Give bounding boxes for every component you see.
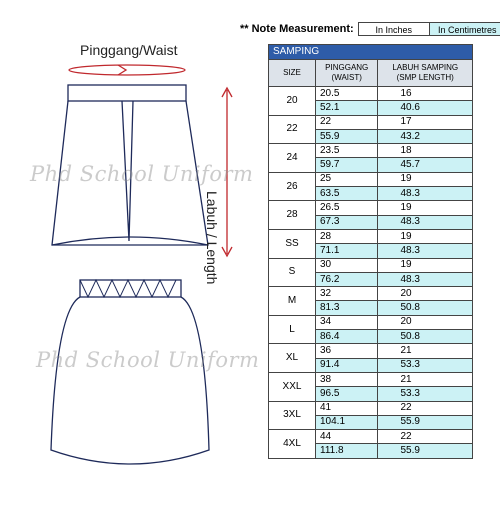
size-cell: 20 <box>269 87 316 116</box>
length-cm-cell: 53.3 <box>378 358 473 372</box>
waist-inch-cell: 38 <box>316 372 378 386</box>
length-inch-cell: 19 <box>378 172 473 186</box>
length-cm-cell: 50.8 <box>378 330 473 344</box>
inches-legend: In Inches <box>358 22 430 36</box>
waist-inch-cell: 32 <box>316 287 378 301</box>
table-row <box>269 115 473 129</box>
header-length: LABUH SAMPING (SMP LENGTH) <box>378 60 473 87</box>
length-cm-cell: 53.3 <box>378 387 473 401</box>
table-row <box>269 144 473 158</box>
length-inch-cell: 18 <box>378 144 473 158</box>
size-cell: 26 <box>269 172 316 201</box>
table-row <box>269 201 473 215</box>
table-row <box>269 401 473 415</box>
waist-arrow-icon <box>118 65 126 75</box>
size-cell: 28 <box>269 201 316 230</box>
waist-inch-cell: 41 <box>316 401 378 415</box>
note-label: ** Note Measurement: <box>240 23 354 35</box>
waist-inch-cell: 30 <box>316 258 378 272</box>
table-row <box>269 372 473 386</box>
length-inch-cell: 21 <box>378 344 473 358</box>
size-table <box>268 44 473 459</box>
table-row <box>269 430 473 444</box>
watermark: Phd School Uniform <box>36 348 260 372</box>
waist-cm-cell: 111.8 <box>316 444 378 458</box>
waist-cm-cell: 52.1 <box>316 101 378 115</box>
length-inch-cell: 20 <box>378 287 473 301</box>
length-cm-cell: 55.9 <box>378 415 473 429</box>
waist-cm-cell: 67.3 <box>316 215 378 229</box>
waist-inch-cell: 28 <box>316 229 378 243</box>
length-cm-cell: 48.3 <box>378 272 473 286</box>
size-cell: 3XL <box>269 401 316 430</box>
waist-inch-cell: 34 <box>316 315 378 329</box>
table-row <box>269 229 473 243</box>
waist-inch-cell: 26.5 <box>316 201 378 215</box>
waist-cm-cell: 96.5 <box>316 387 378 401</box>
table-row <box>269 287 473 301</box>
waist-cm-cell: 91.4 <box>316 358 378 372</box>
length-cm-cell: 43.2 <box>378 129 473 143</box>
length-cm-cell: 48.3 <box>378 244 473 258</box>
size-cell: SS <box>269 229 316 258</box>
waist-cm-cell: 81.3 <box>316 301 378 315</box>
table-row <box>269 87 473 101</box>
waist-inch-cell: 44 <box>316 430 378 444</box>
waist-label: Pinggang/Waist <box>80 42 178 58</box>
size-cell: 22 <box>269 115 316 144</box>
table-title: SAMPING <box>269 45 473 60</box>
table-row <box>269 344 473 358</box>
length-cm-cell: 45.7 <box>378 158 473 172</box>
length-inch-cell: 19 <box>378 229 473 243</box>
waist-cm-cell: 63.5 <box>316 187 378 201</box>
waist-cm-cell: 71.1 <box>316 244 378 258</box>
waist-cm-cell: 76.2 <box>316 272 378 286</box>
measurement-note <box>240 21 500 37</box>
waist-cm-cell: 86.4 <box>316 330 378 344</box>
length-inch-cell: 22 <box>378 401 473 415</box>
length-cm-cell: 50.8 <box>378 301 473 315</box>
length-cm-cell: 40.6 <box>378 101 473 115</box>
watermark: Phd School Uniform <box>30 162 254 186</box>
header-size: SIZE <box>269 60 316 87</box>
size-cell: XXL <box>269 372 316 401</box>
table-row <box>269 315 473 329</box>
length-cm-cell: 48.3 <box>378 187 473 201</box>
length-cm-cell: 48.3 <box>378 215 473 229</box>
centimetres-legend: In Centimetres <box>430 22 500 36</box>
size-cell: 24 <box>269 144 316 173</box>
header-waist: PINGGANG (WAIST) <box>316 60 378 87</box>
length-inch-cell: 22 <box>378 430 473 444</box>
table-row <box>269 172 473 186</box>
waist-cm-cell: 104.1 <box>316 415 378 429</box>
size-cell: XL <box>269 344 316 373</box>
length-cm-cell: 55.9 <box>378 444 473 458</box>
waist-cm-cell: 59.7 <box>316 158 378 172</box>
size-cell: S <box>269 258 316 287</box>
length-inch-cell: 16 <box>378 87 473 101</box>
waist-inch-cell: 36 <box>316 344 378 358</box>
size-cell: 4XL <box>269 430 316 459</box>
table-body <box>269 87 473 459</box>
length-label: Labuh / Length <box>204 191 220 285</box>
length-inch-cell: 17 <box>378 115 473 129</box>
skirt-back <box>51 280 209 464</box>
size-cell: L <box>269 315 316 344</box>
length-inch-cell: 21 <box>378 372 473 386</box>
length-inch-cell: 19 <box>378 258 473 272</box>
table-row <box>269 258 473 272</box>
waist-inch-cell: 23.5 <box>316 144 378 158</box>
size-cell: M <box>269 287 316 316</box>
length-inch-cell: 20 <box>378 315 473 329</box>
waist-inch-cell: 22 <box>316 115 378 129</box>
waist-cm-cell: 55.9 <box>316 129 378 143</box>
waist-inch-cell: 20.5 <box>316 87 378 101</box>
waist-inch-cell: 25 <box>316 172 378 186</box>
length-inch-cell: 19 <box>378 201 473 215</box>
